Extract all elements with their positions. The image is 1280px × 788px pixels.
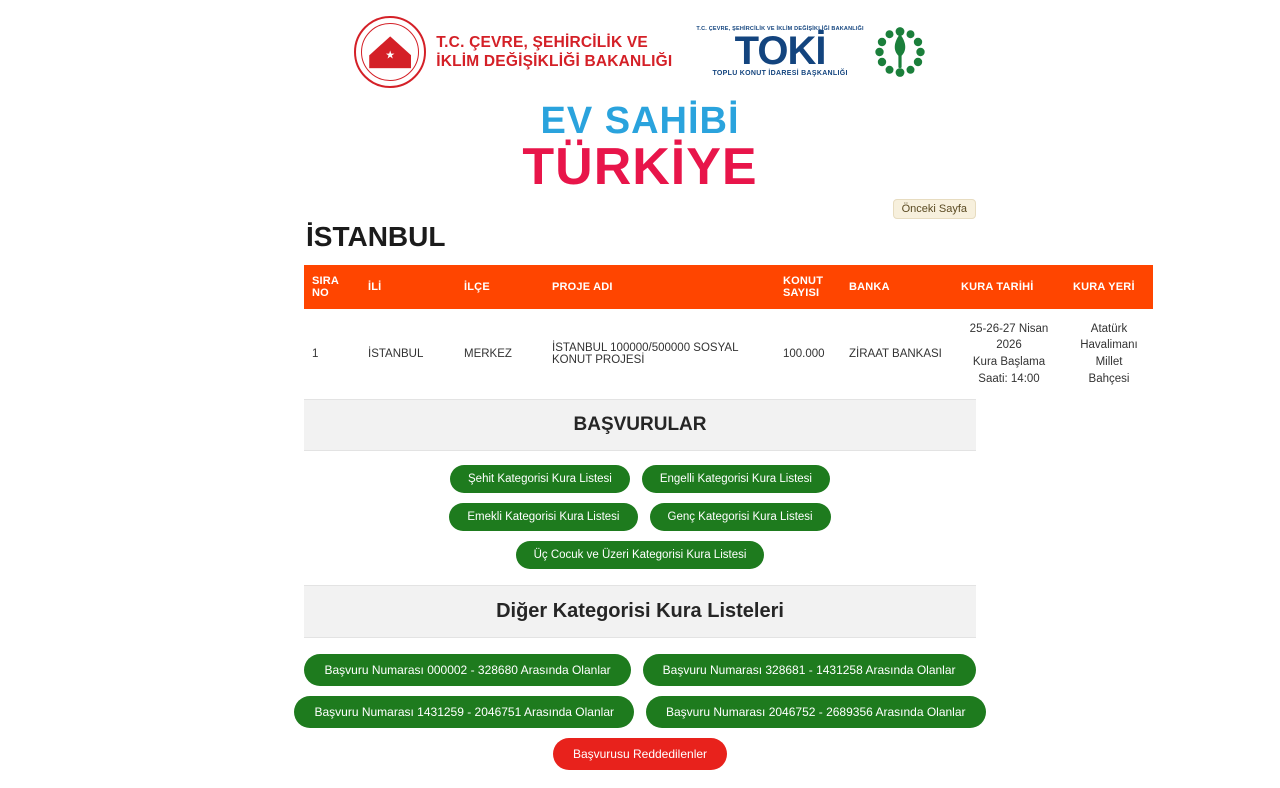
other-button-row-1 xyxy=(304,654,976,686)
cell-banka: ZİRAAT BANKASI xyxy=(841,309,953,400)
other-button-row-3 xyxy=(304,738,976,770)
kura-tarihi-line-1: 25-26-27 Nisan xyxy=(969,322,1049,335)
ministry-logo-line1: T.C. ÇEVRE, ŞEHİRCİLİK VE xyxy=(436,33,648,51)
other-categories-section-title: Diğer Kategorisi Kura Listeleri xyxy=(304,585,976,638)
page-left-margin xyxy=(0,0,148,720)
back-row xyxy=(304,195,976,221)
ministry-logo xyxy=(354,16,672,88)
engelli-kategorisi-button[interactable]: Engelli Kategorisi Kura Listesi xyxy=(642,465,830,493)
emekli-kategorisi-button[interactable]: Emekli Kategorisi Kura Listesi xyxy=(449,503,637,531)
genc-kategorisi-button[interactable]: Genç Kategorisi Kura Listesi xyxy=(650,503,831,531)
ministry-seal-icon: ★ xyxy=(354,16,426,88)
page-right-margin xyxy=(1132,0,1280,720)
basvuru-range-1-button[interactable]: Başvuru Numarası 000002 - 328680 Arasında Olanlar xyxy=(304,654,630,686)
cell-sira-no: 1 xyxy=(304,309,360,400)
basvuru-range-4-button[interactable]: Başvuru Numarası 2046752 - 2689356 Arasında Olanlar xyxy=(646,696,986,728)
toki-ministry-caption: T.C. ÇEVRE, ŞEHİRCİLİK VE İKLİM DEĞİŞİKLİĞİ BAKANLIĞI xyxy=(696,25,864,32)
applications-section-title: BAŞVURULAR xyxy=(304,399,976,451)
kura-tarihi-line-2: 2026 xyxy=(996,339,1022,352)
campaign-line-1: EV SAHİBİ xyxy=(540,100,740,142)
page-title: İSTANBUL xyxy=(306,220,446,252)
toki-subtitle: TOPLU KONUT İDARESİ BAŞKANLIĞI xyxy=(712,70,848,78)
column-header-sira-no: SIRA NO xyxy=(304,265,360,309)
column-header-konut-sayisi: KONUT SAYISI xyxy=(775,265,841,309)
cell-kura-yeri xyxy=(1065,309,1153,400)
toki-tree-icon xyxy=(874,26,926,78)
column-header-proje-adi: PROJE ADI xyxy=(544,265,775,309)
toki-logo-text xyxy=(696,27,863,78)
table-row xyxy=(304,309,1153,400)
previous-page-button[interactable]: Önceki Sayfa xyxy=(893,199,976,219)
column-header-ilce: İLÇE xyxy=(456,265,544,309)
basvuru-range-3-button[interactable]: Başvuru Numarası 1431259 - 2046751 Arasında Olanlar xyxy=(294,696,634,728)
column-header-kura-yeri: KURA YERİ xyxy=(1065,265,1153,309)
other-button-row-2 xyxy=(304,696,976,728)
category-button-row-3 xyxy=(304,541,976,569)
cell-kura-tarihi xyxy=(953,309,1065,400)
column-header-il: İLİ xyxy=(360,265,456,309)
category-buttons xyxy=(304,451,976,585)
site-header xyxy=(148,6,1132,98)
ministry-logo-line2: İKLİM DEĞİŞİKLİĞİ BAKANLIĞI xyxy=(436,53,673,70)
cell-il: İSTANBUL xyxy=(360,309,456,400)
project-table xyxy=(304,265,1153,400)
campaign-line-2: TÜRKİYE xyxy=(522,138,758,196)
toki-logo xyxy=(696,26,925,78)
kura-tarihi-line-4: Saati: 14:00 xyxy=(978,372,1040,385)
category-button-row-2 xyxy=(304,503,976,531)
toki-wordmark: TOKİ xyxy=(734,29,826,74)
column-header-banka: BANKA xyxy=(841,265,953,309)
cell-ilce: MERKEZ xyxy=(456,309,544,400)
sehit-kategorisi-button[interactable]: Şehit Kategorisi Kura Listesi xyxy=(450,465,630,493)
table-body xyxy=(304,309,1153,400)
other-category-buttons xyxy=(304,638,976,788)
column-header-kura-tarihi: KURA TARİHİ xyxy=(953,265,1065,309)
basvurusu-reddedilenler-button[interactable]: Başvurusu Reddedilenler xyxy=(553,738,727,770)
uc-cocuk-kategorisi-button[interactable]: Üç Cocuk ve Üzeri Kategorisi Kura Listesi xyxy=(516,541,765,569)
kura-yeri-line-1: Atatürk xyxy=(1090,322,1128,335)
kura-tarihi-line-3: Kura Başlama xyxy=(972,355,1046,368)
table-header xyxy=(304,265,1153,309)
table-header-row xyxy=(304,265,1153,309)
cell-proje-adi: İSTANBUL 100000/500000 SOSYAL KONUT PROJESİ xyxy=(544,309,775,400)
category-button-row-1 xyxy=(304,465,976,493)
kura-yeri-line-3: Bahçesi xyxy=(1088,372,1130,385)
page-content xyxy=(148,6,1138,762)
campaign-logo xyxy=(148,102,1132,195)
cell-konut-sayisi: 100.000 xyxy=(775,309,841,400)
basvuru-range-2-button[interactable]: Başvuru Numarası 328681 - 1431258 Arasında Olanlar xyxy=(643,654,976,686)
main-content xyxy=(148,195,1138,788)
kura-yeri-line-2: Havalimanı Millet xyxy=(1080,339,1138,368)
ministry-logo-text xyxy=(436,33,672,72)
